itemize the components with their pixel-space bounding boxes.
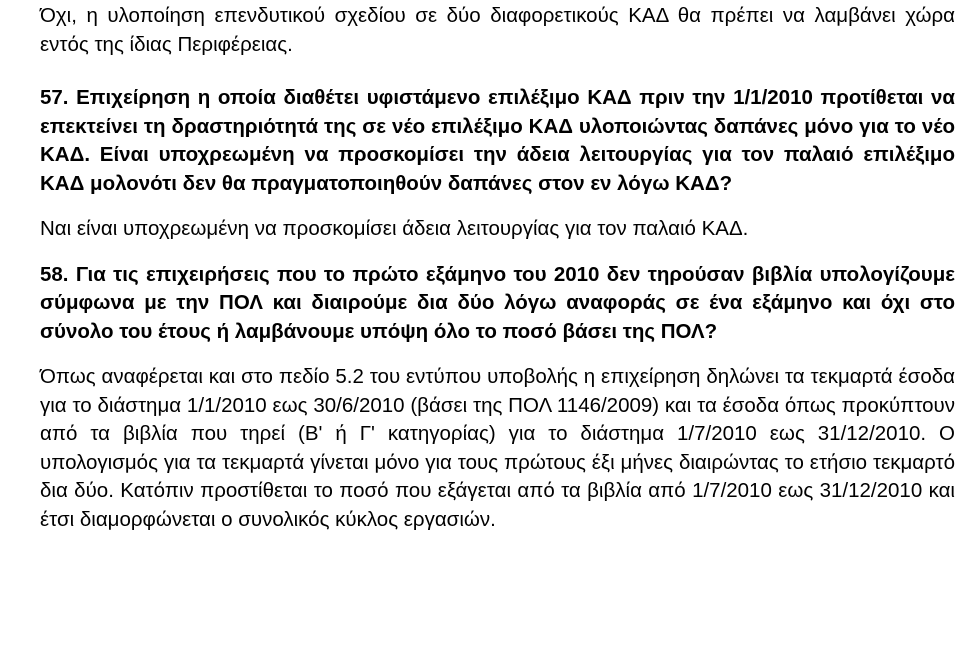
answer-56-paragraph: Όχι, η υλοποίηση επενδυτικού σχεδίου σε δύο διαφορετικούς ΚΑΔ θα πρέπει να λαμβάνει χώρα εντός της ίδιας Περιφέρειας. bbox=[40, 4, 955, 56]
question-57-paragraph: 57. Επιχείρηση η οποία διαθέτει υφιστάμενο επιλέξιμο ΚΑΔ πριν την 1/1/2010 προτίθεται να επεκτείνει τη δραστηριότητά της σε νέο επιλέξιμο ΚΑΔ υλοποιώντας δαπάνες μόνο για το νέο ΚΑΔ. Είναι υποχρεωμένη να προσκομίσει την άδεια λειτουργίας για τον παλαιό επιλέξιμο ΚΑΔ μολονότι δεν θα πραγματοποιηθούν δαπάνες στον εν λόγω ΚΑΔ? bbox=[40, 86, 955, 195]
answer-58-paragraph: Όπως αναφέρεται και στο πεδίο 5.2 του εντύπου υποβολής η επιχείρηση δηλώνει τα τεκμαρτά έσοδα για το διάστημα 1/1/2010 εως 30/6/2010 (βάσει της ΠΟΛ 1146/2009) και τα έσοδα όπως προκύπτουν από τα βιβλία που τηρεί (Β' ή Γ' κατηγορίας) για το διάστημα 1/7/2010 εως 31/12/2010. Ο υπολογισμός για τα τεκμαρτά γίνεται μόνο για τους πρώτους έξι μήνες διαιρώντας το ετήσιο τεκμαρτό δια δύο. Κατόπιν προστίθεται το ποσό που εξάγεται από τα βιβλία από 1/7/2010 εως 31/12/2010 και έτσι διαμορφώνεται ο συνολικός κύκλος εργασιών. bbox=[40, 365, 955, 531]
question-58-paragraph: 58. Για τις επιχειρήσεις που το πρώτο εξάμηνο του 2010 δεν τηρούσαν βιβλία υπολογίζουμε σύμφωνα με την ΠΟΛ και διαιρούμε δια δύο λόγω αναφοράς σε ένα εξάμηνο και όχι στο σύνολο του έτους ή λαμβάνουμε υπόψη όλο το ποσό βάσει της ΠΟΛ? bbox=[40, 262, 955, 343]
answer-57-paragraph: Ναι είναι υποχρεωμένη να προσκομίσει άδεια λειτουργίας για τον παλαιό ΚΑΔ. bbox=[40, 217, 749, 240]
document-page bbox=[40, 2, 955, 534]
